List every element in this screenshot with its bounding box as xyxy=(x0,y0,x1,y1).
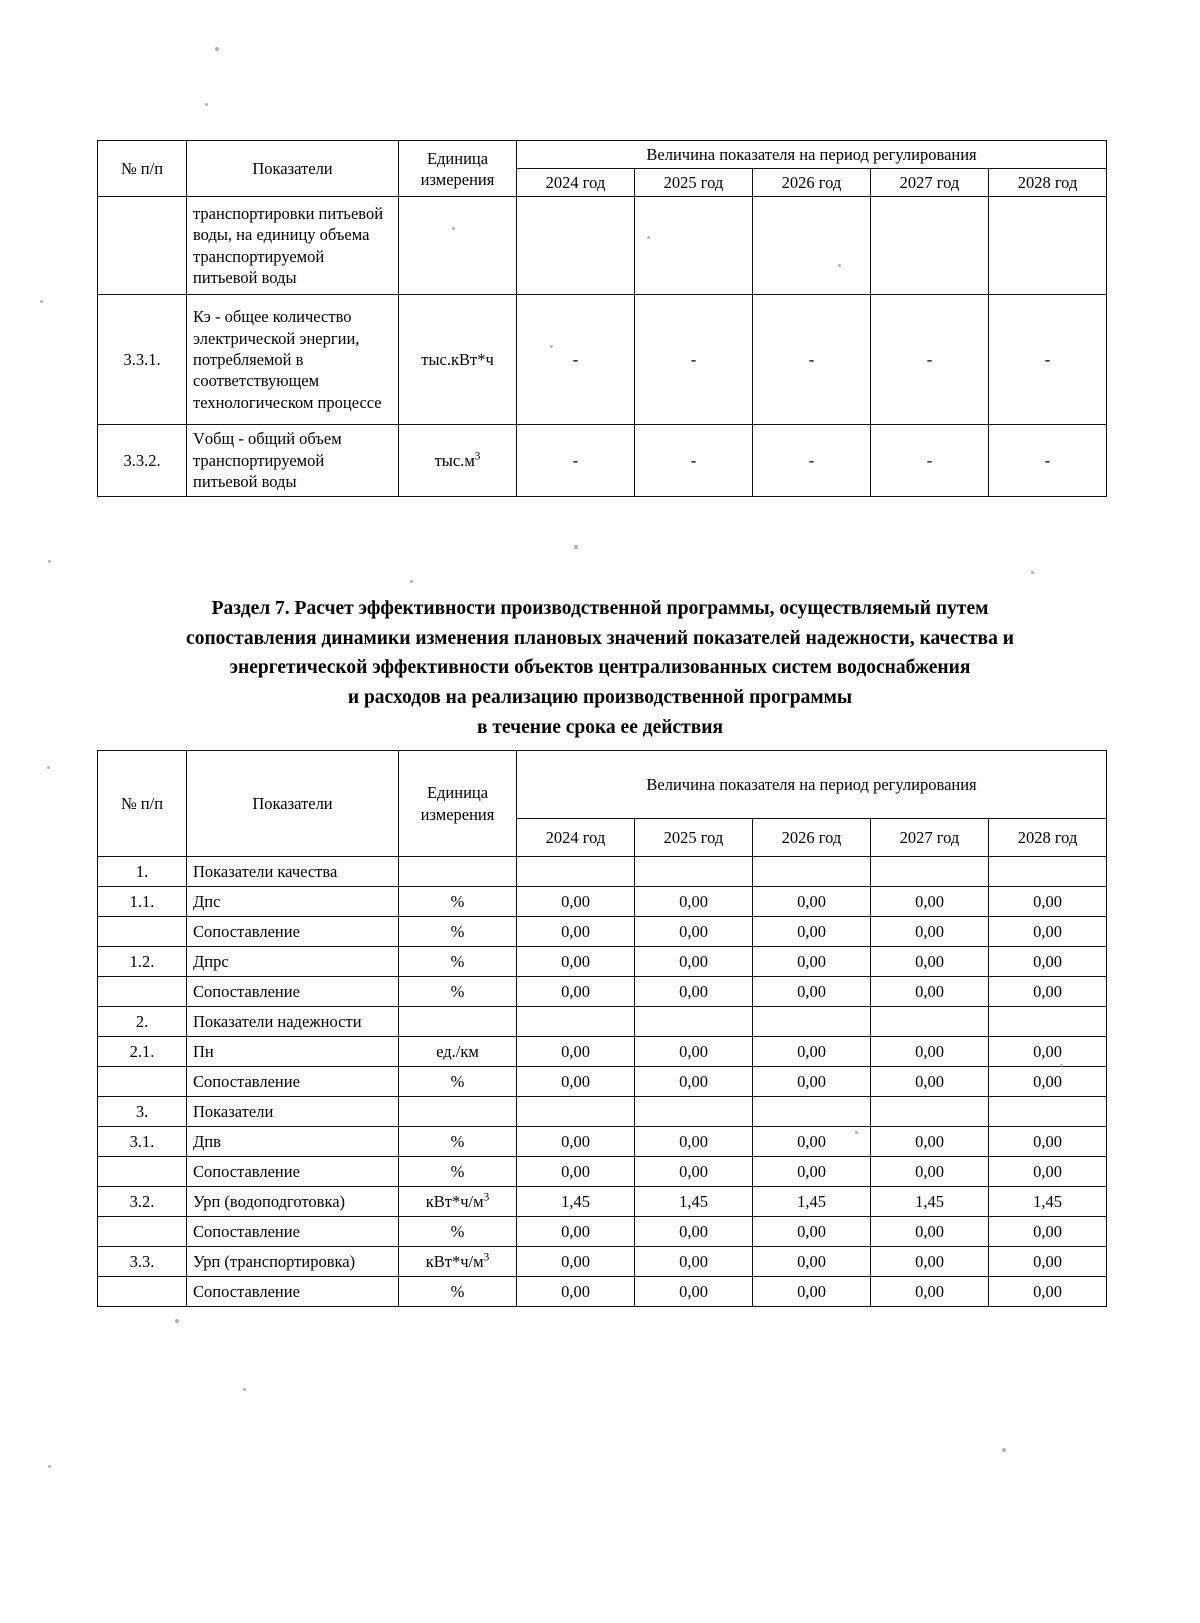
row-unit xyxy=(399,917,517,947)
table-row xyxy=(98,1187,1107,1217)
row-value-2028: 0,00 xyxy=(989,977,1107,1007)
row-value-2024 xyxy=(517,197,635,295)
table1-col-year-2028: 2028 год xyxy=(989,169,1107,197)
scan-speck xyxy=(48,1465,51,1468)
table-row xyxy=(98,1007,1107,1037)
scan-speck xyxy=(243,1388,246,1391)
row-value-2024 xyxy=(517,857,635,887)
row-value-2025: 0,00 xyxy=(635,1067,753,1097)
table1-header-row-1 xyxy=(98,141,1107,169)
row-number: 3.3. xyxy=(98,1247,187,1277)
row-unit xyxy=(399,1247,517,1277)
scan-speck xyxy=(1060,1064,1063,1067)
table1-header xyxy=(98,141,1107,197)
row-number xyxy=(98,197,187,295)
row-value-2024 xyxy=(517,1007,635,1037)
section-7-heading-line-3: энергетической эффективности объектов централизованных систем водоснабжения xyxy=(229,657,971,679)
table2-col-year-2024: 2024 год xyxy=(517,819,635,857)
unit-text: % xyxy=(450,1071,465,1091)
row-value-2026: 0,00 xyxy=(753,1127,871,1157)
unit-text: % xyxy=(450,1221,465,1241)
row-value-2025: 0,00 xyxy=(635,1127,753,1157)
unit-text: % xyxy=(450,981,465,1001)
row-value-2026: 0,00 xyxy=(753,917,871,947)
table2-col-year-2026: 2026 год xyxy=(753,819,871,857)
row-value-2027: 1,45 xyxy=(871,1187,989,1217)
row-number xyxy=(98,977,187,1007)
row-value-2025: 0,00 xyxy=(635,917,753,947)
scan-speck xyxy=(855,1131,858,1134)
table1-col-indicator: Показатели xyxy=(187,141,399,197)
row-indicator: Урп (транспортировка) xyxy=(187,1247,399,1277)
row-value-2025: - xyxy=(635,295,753,425)
row-unit xyxy=(399,1157,517,1187)
row-value-2028: 0,00 xyxy=(989,1277,1107,1307)
row-value-2028: 0,00 xyxy=(989,1157,1107,1187)
row-value-2026 xyxy=(753,857,871,887)
unit-text: % xyxy=(450,921,465,941)
table-row xyxy=(98,977,1107,1007)
row-indicator: Дпв xyxy=(187,1127,399,1157)
table-row xyxy=(98,917,1107,947)
table2-header-row-1 xyxy=(98,751,1107,819)
row-indicator: Показатели надежности xyxy=(187,1007,399,1037)
table1-col-num: № п/п xyxy=(98,141,187,197)
row-number xyxy=(98,1217,187,1247)
table-row xyxy=(98,1217,1107,1247)
table2-col-indicator: Показатели xyxy=(187,751,399,857)
scan-speck xyxy=(647,236,650,239)
table-row xyxy=(98,1067,1107,1097)
row-value-2028: 0,00 xyxy=(989,887,1107,917)
table2-col-unit xyxy=(399,751,517,857)
row-number: 2. xyxy=(98,1007,187,1037)
table1-col-year-2025: 2025 год xyxy=(635,169,753,197)
scan-speck xyxy=(215,47,219,51)
row-value-2026: 0,00 xyxy=(753,887,871,917)
row-value-2026: 1,45 xyxy=(753,1187,871,1217)
table2-col-year-2028: 2028 год xyxy=(989,819,1107,857)
row-value-2025: 0,00 xyxy=(635,977,753,1007)
row-indicator: Сопоставление xyxy=(187,977,399,1007)
row-value-2027: 0,00 xyxy=(871,977,989,1007)
row-unit xyxy=(399,1277,517,1307)
row-value-2026: 0,00 xyxy=(753,947,871,977)
section-7-heading-line-1: Раздел 7. Расчет эффективности производственной программы, осуществляемый путем xyxy=(211,598,989,619)
table1-body xyxy=(98,197,1107,496)
row-value-2025: 0,00 xyxy=(635,947,753,977)
table1-col-year-2024: 2024 год xyxy=(517,169,635,197)
row-value-2026: 0,00 xyxy=(753,1247,871,1277)
row-indicator: Сопоставление xyxy=(187,1157,399,1187)
row-value-2024: 0,00 xyxy=(517,887,635,917)
row-value-2028: 0,00 xyxy=(989,917,1107,947)
row-unit: $тыс.м^3$ xyxy=(399,425,517,496)
row-number xyxy=(98,1067,187,1097)
row-value-2024: 0,00 xyxy=(517,1247,635,1277)
row-value-2027 xyxy=(871,1007,989,1037)
row-unit xyxy=(399,1127,517,1157)
row-value-2026: - xyxy=(753,425,871,496)
table2-col-num: № п/п xyxy=(98,751,187,857)
row-indicator: Дпс xyxy=(187,887,399,917)
table1-col-year-2026: 2026 год xyxy=(753,169,871,197)
row-value-2027: 0,00 xyxy=(871,947,989,977)
row-value-2026 xyxy=(753,197,871,295)
table2-col-group: Величина показателя на период регулирования xyxy=(517,751,1107,819)
row-unit xyxy=(399,1007,517,1037)
row-value-2024: - xyxy=(517,425,635,496)
row-value-2024 xyxy=(517,1097,635,1127)
row-value-2027 xyxy=(871,197,989,295)
row-value-2027: 0,00 xyxy=(871,917,989,947)
row-value-2028: 0,00 xyxy=(989,1127,1107,1157)
row-value-2026: 0,00 xyxy=(753,1067,871,1097)
row-value-2025: - xyxy=(635,425,753,496)
row-indicator: Сопоставление xyxy=(187,1217,399,1247)
table-row xyxy=(98,857,1107,887)
row-value-2027: 0,00 xyxy=(871,1067,989,1097)
indicators-table-continuation xyxy=(97,140,1107,497)
row-number xyxy=(98,917,187,947)
scan-speck xyxy=(550,345,553,348)
row-indicator: Сопоставление xyxy=(187,1067,399,1097)
unit-superscript: 3 xyxy=(474,450,481,463)
row-value-2026: - xyxy=(753,295,871,425)
unit-text: % xyxy=(450,1281,465,1301)
scan-speck xyxy=(574,545,578,549)
unit-text: кВт*ч/м xyxy=(425,1191,484,1211)
scan-speck xyxy=(175,1319,179,1323)
row-unit xyxy=(399,1217,517,1247)
scan-speck xyxy=(40,300,43,303)
row-value-2028 xyxy=(989,197,1107,295)
table-row xyxy=(98,1247,1107,1277)
row-indicator: Дпрс xyxy=(187,947,399,977)
table-row xyxy=(98,295,1107,425)
row-value-2028: 0,00 xyxy=(989,1067,1107,1097)
row-value-2028: 0,00 xyxy=(989,947,1107,977)
row-unit: тыс.кВт*ч xyxy=(399,295,517,425)
row-value-2024: 0,00 xyxy=(517,977,635,1007)
table-row xyxy=(98,887,1107,917)
row-value-2025: 0,00 xyxy=(635,1247,753,1277)
row-value-2024: 0,00 xyxy=(517,1217,635,1247)
scan-speck xyxy=(47,766,50,769)
row-unit xyxy=(399,887,517,917)
row-indicator: транспортировки питьевой воды, на единицу объема транспортируемой питьевой воды xyxy=(187,197,399,295)
row-value-2028 xyxy=(989,857,1107,887)
row-value-2027: - xyxy=(871,295,989,425)
table-row xyxy=(98,425,1107,496)
row-value-2024: 0,00 xyxy=(517,1157,635,1187)
section-7-heading-line-5: в течение срока ее действия xyxy=(476,716,724,738)
row-unit xyxy=(399,857,517,887)
unit-text: ед./км xyxy=(436,1041,479,1061)
row-value-2024: 0,00 xyxy=(517,917,635,947)
efficiency-calculation-table xyxy=(97,750,1107,1307)
row-value-2024: 0,00 xyxy=(517,1127,635,1157)
table-row xyxy=(98,947,1107,977)
row-value-2027: 0,00 xyxy=(871,1037,989,1067)
table1-col-unit-line1: Единица xyxy=(426,148,489,168)
row-value-2025: 0,00 xyxy=(635,887,753,917)
row-value-2025: 0,00 xyxy=(635,1217,753,1247)
row-value-2026: 0,00 xyxy=(753,1217,871,1247)
unit-superscript: 3 xyxy=(483,1251,490,1264)
row-value-2027: 0,00 xyxy=(871,1157,989,1187)
table2-col-year-2027: 2027 год xyxy=(871,819,989,857)
row-value-2024: - xyxy=(517,295,635,425)
unit-text: % xyxy=(450,951,465,971)
table-row xyxy=(98,1277,1107,1307)
row-value-2024: 0,00 xyxy=(517,1037,635,1067)
row-number: 2.1. xyxy=(98,1037,187,1067)
row-number: 3. xyxy=(98,1097,187,1127)
row-value-2028 xyxy=(989,1097,1107,1127)
table1-col-group: Величина показателя на период регулирования xyxy=(517,141,1107,169)
unit-superscript: 3 xyxy=(483,1191,490,1204)
row-value-2024: 0,00 xyxy=(517,1277,635,1307)
row-indicator: Показатели качества xyxy=(187,857,399,887)
row-indicator: Сопоставление xyxy=(187,917,399,947)
row-number xyxy=(98,1277,187,1307)
unit-text: % xyxy=(450,1161,465,1181)
section-7-heading-line-2: сопоставления динамики изменения плановых значений показателей надежности, качества и xyxy=(186,627,1014,649)
row-value-2027: 0,00 xyxy=(871,1277,989,1307)
row-value-2024: 0,00 xyxy=(517,947,635,977)
unit-text: % xyxy=(450,1131,465,1151)
row-value-2025: 0,00 xyxy=(635,1277,753,1307)
row-value-2028: 1,45 xyxy=(989,1187,1107,1217)
row-value-2025: 0,00 xyxy=(635,1157,753,1187)
row-number: 3.2. xyxy=(98,1187,187,1217)
row-value-2026: 0,00 xyxy=(753,1157,871,1187)
table2-col-year-2025: 2025 год xyxy=(635,819,753,857)
section-7-heading xyxy=(100,594,1100,742)
row-value-2027: 0,00 xyxy=(871,1127,989,1157)
table-row xyxy=(98,1127,1107,1157)
scan-speck xyxy=(1002,1448,1006,1452)
table-row xyxy=(98,197,1107,295)
row-unit xyxy=(399,1187,517,1217)
scan-speck xyxy=(452,227,455,230)
table1-col-year-2027: 2027 год xyxy=(871,169,989,197)
row-value-2028 xyxy=(989,1007,1107,1037)
row-indicator: Сопоставление xyxy=(187,1277,399,1307)
row-number: 1.2. xyxy=(98,947,187,977)
row-unit xyxy=(399,1037,517,1067)
row-value-2028: - xyxy=(989,425,1107,496)
row-value-2025 xyxy=(635,857,753,887)
unit-text: % xyxy=(450,891,465,911)
table2-header xyxy=(98,751,1107,857)
row-value-2027 xyxy=(871,857,989,887)
row-value-2026 xyxy=(753,1097,871,1127)
row-value-2025 xyxy=(635,1097,753,1127)
row-number: 1. xyxy=(98,857,187,887)
row-value-2028: 0,00 xyxy=(989,1247,1107,1277)
row-value-2028: 0,00 xyxy=(989,1037,1107,1067)
scan-speck xyxy=(838,264,841,267)
row-number: 1.1. xyxy=(98,887,187,917)
table1-col-unit-line2: измерения xyxy=(420,169,495,189)
row-number xyxy=(98,1157,187,1187)
row-value-2025 xyxy=(635,1007,753,1037)
table1-col-unit xyxy=(399,141,517,197)
row-value-2027: 0,00 xyxy=(871,1217,989,1247)
row-unit xyxy=(399,947,517,977)
row-value-2026 xyxy=(753,1007,871,1037)
row-number: 3.1. xyxy=(98,1127,187,1157)
row-value-2027: 0,00 xyxy=(871,887,989,917)
row-value-2027: - xyxy=(871,425,989,496)
row-indicator: Пн xyxy=(187,1037,399,1067)
scan-speck xyxy=(410,580,413,583)
scan-speck xyxy=(1031,571,1034,574)
section-7-heading-line-4: и расходов на реализацию производственной программы xyxy=(347,686,853,708)
table2-body xyxy=(98,857,1107,1307)
row-value-2025: 0,00 xyxy=(635,1037,753,1067)
row-unit xyxy=(399,197,517,295)
row-value-2025: 1,45 xyxy=(635,1187,753,1217)
unit-text: кВт*ч/м xyxy=(425,1251,484,1271)
row-indicator: Vобщ - общий объем транспортируемой питьевой воды xyxy=(187,425,399,496)
table2-col-unit-line1: Единица xyxy=(426,783,489,803)
row-unit xyxy=(399,1097,517,1127)
row-value-2028: 0,00 xyxy=(989,1217,1107,1247)
row-value-2028: - xyxy=(989,295,1107,425)
scan-speck xyxy=(205,103,208,106)
row-value-2027 xyxy=(871,1097,989,1127)
row-value-2024: 1,45 xyxy=(517,1187,635,1217)
row-value-2026: 0,00 xyxy=(753,1277,871,1307)
row-indicator: Показатели xyxy=(187,1097,399,1127)
row-value-2024: 0,00 xyxy=(517,1067,635,1097)
row-indicator: Кэ - общее количество электрической энергии, потребляемой в соответствующем технологическом процессе xyxy=(187,295,399,425)
table-row xyxy=(98,1097,1107,1127)
row-indicator: Урп (водоподготовка) xyxy=(187,1187,399,1217)
row-value-2026: 0,00 xyxy=(753,977,871,1007)
row-number: 3.3.1. xyxy=(98,295,187,425)
table-row xyxy=(98,1037,1107,1067)
table-row xyxy=(98,1157,1107,1187)
row-number: 3.3.2. xyxy=(98,425,187,496)
scan-speck xyxy=(48,560,51,563)
row-value-2027: 0,00 xyxy=(871,1247,989,1277)
row-unit xyxy=(399,977,517,1007)
row-unit xyxy=(399,1067,517,1097)
row-value-2025 xyxy=(635,197,753,295)
table2-col-unit-line2: измерения xyxy=(420,804,495,824)
row-value-2026: 0,00 xyxy=(753,1037,871,1067)
